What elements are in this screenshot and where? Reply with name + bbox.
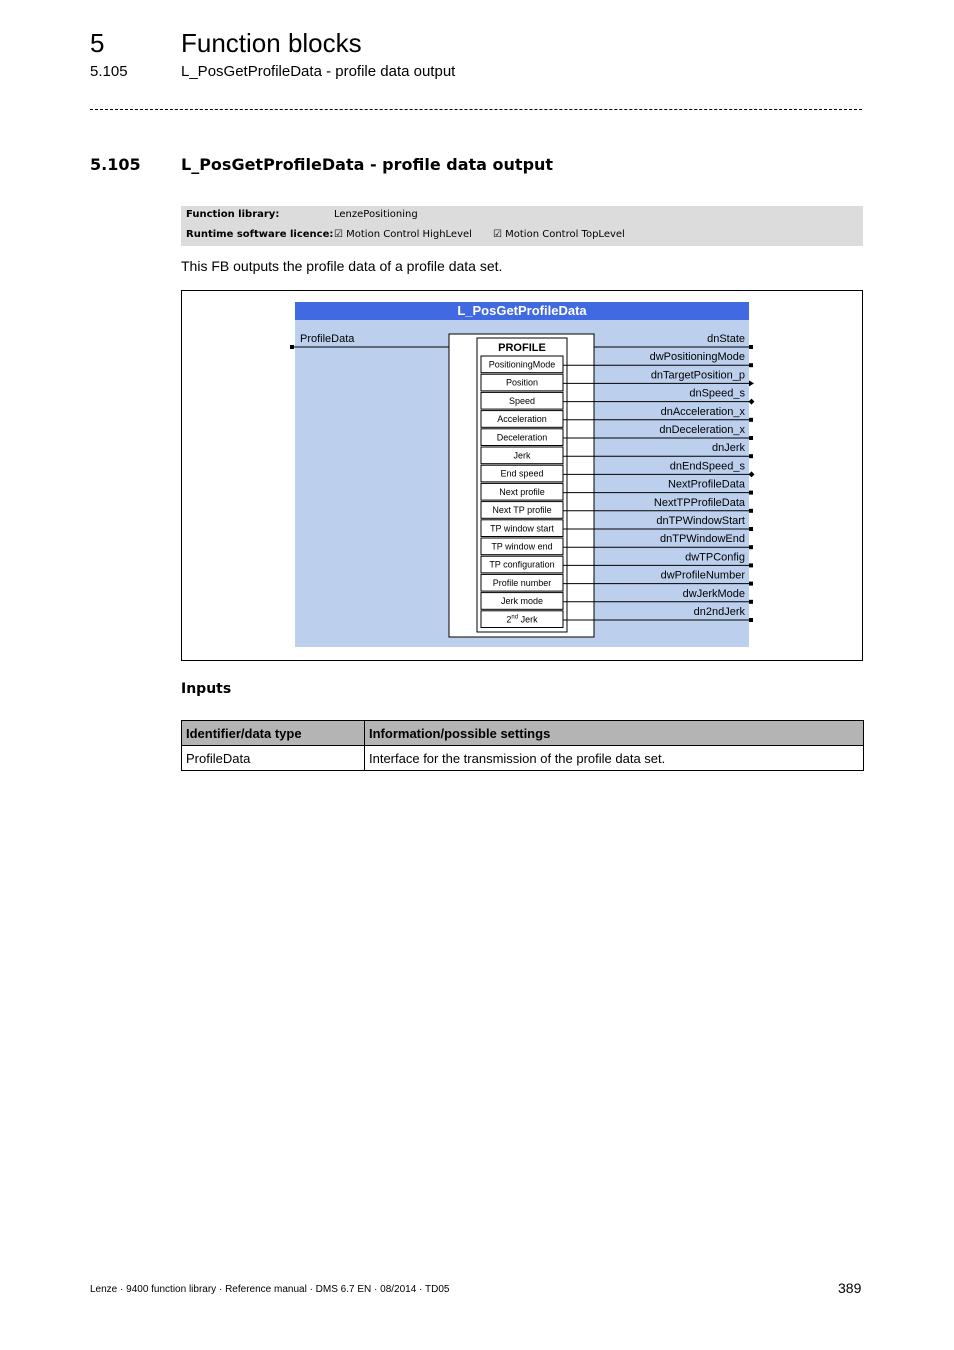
output-label: dnSpeed_s xyxy=(689,387,745,400)
profile-item-text: Jerk xyxy=(518,614,538,625)
output-label: dnTPWindowEnd xyxy=(660,533,745,546)
output-label: dn2ndJerk xyxy=(693,606,745,618)
profile-title: PROFILE xyxy=(498,342,546,354)
output-label: NextTPProfileData xyxy=(653,496,745,509)
intro-text: This FB outputs the profile data of a profile data set. xyxy=(181,258,503,274)
output-connector xyxy=(749,582,753,586)
output-label: dwPositioningMode xyxy=(649,351,745,364)
output-label: dnJerk xyxy=(711,442,745,455)
page-number: 389 xyxy=(838,1280,862,1296)
output-connector xyxy=(749,454,753,458)
chapter-title: Function blocks xyxy=(181,28,362,58)
inputs-table xyxy=(181,720,864,771)
profile-item-label: 2nd Jerk xyxy=(506,614,538,625)
profile-items xyxy=(481,356,563,628)
output-connector xyxy=(749,618,753,622)
output-connector xyxy=(749,436,753,440)
profile-item-label: TP configuration xyxy=(489,559,555,570)
profile-item-label: Profile number xyxy=(492,577,552,588)
output-connector xyxy=(749,363,753,367)
licence-label: Runtime software licence: xyxy=(186,229,334,240)
header-information: Information/possible settings xyxy=(365,721,864,746)
output-label: dnState xyxy=(707,333,745,345)
output-connector xyxy=(749,491,753,495)
output-connector xyxy=(749,509,753,513)
output-connector xyxy=(749,600,753,604)
profile-item-label: Deceleration xyxy=(496,432,548,443)
output-connector xyxy=(749,399,755,405)
table-row xyxy=(182,746,864,771)
output-connector xyxy=(749,527,753,531)
profile-item-label: Jerk xyxy=(513,450,531,461)
input-label: ProfileData xyxy=(300,333,355,345)
header-section-title: L_PosGetProfileData - profile data output xyxy=(181,63,456,80)
profile-item-label: Next TP profile xyxy=(492,505,552,516)
output-connector xyxy=(749,471,755,477)
output-label: dnTargetPosition_p xyxy=(650,369,745,382)
output-label: dnEndSpeed_s xyxy=(669,460,745,473)
profile-item-label: Acceleration xyxy=(497,414,547,425)
profile-item-label: Position xyxy=(505,377,539,388)
header-section-number: 5.105 xyxy=(90,63,128,80)
profile-item-label: Jerk mode xyxy=(500,596,544,607)
output-label: dwJerkMode xyxy=(682,587,745,600)
profile-item-label: Speed xyxy=(508,395,536,406)
output-label: dnTPWindowStart xyxy=(656,515,745,527)
profile-item-label: TP window end xyxy=(491,541,553,552)
profile-item-label: TP window start xyxy=(490,523,554,534)
output-label: dnDeceleration_x xyxy=(659,424,745,436)
output-label: dwProfileNumber xyxy=(660,569,745,582)
section-number: 5.105 xyxy=(90,155,141,174)
section-title: L_PosGetProfileData - profile data output xyxy=(181,155,554,174)
chapter-number: 5 xyxy=(90,28,105,58)
output-connector xyxy=(749,380,754,386)
output-connector xyxy=(749,418,753,422)
inputs-heading: Inputs xyxy=(181,681,232,697)
profile-item-label: End speed xyxy=(500,468,544,479)
block-title: L_PosGetProfileData xyxy=(457,303,587,318)
profile-item-sup: nd xyxy=(511,614,519,621)
licence-highlevel: ☑ Motion Control HighLevel xyxy=(334,229,472,240)
library-label: Function library: xyxy=(186,209,280,220)
output-connector xyxy=(749,563,753,567)
output-connector xyxy=(749,545,753,549)
output-label: dnAcceleration_x xyxy=(660,405,745,418)
profile-item-label: Next profile xyxy=(499,486,545,497)
output-label: dwTPConfig xyxy=(685,551,745,564)
cell-identifier: ProfileData xyxy=(182,746,365,771)
output-connector xyxy=(749,345,753,349)
table-header-row xyxy=(182,721,864,746)
licence-toplevel: ☑ Motion Control TopLevel xyxy=(493,229,625,240)
input-connector xyxy=(290,345,294,349)
cell-information: Interface for the transmission of the profile data set. xyxy=(365,746,864,771)
footer-text: Lenze · 9400 function library · Reference manual · DMS 6.7 EN · 08/2014 · TD05 xyxy=(90,1284,450,1295)
output-label: NextProfileData xyxy=(667,478,745,491)
library-value: LenzePositioning xyxy=(334,209,418,220)
profile-item-label: PositioningMode xyxy=(488,359,556,370)
header-identifier: Identifier/data type xyxy=(182,721,365,746)
